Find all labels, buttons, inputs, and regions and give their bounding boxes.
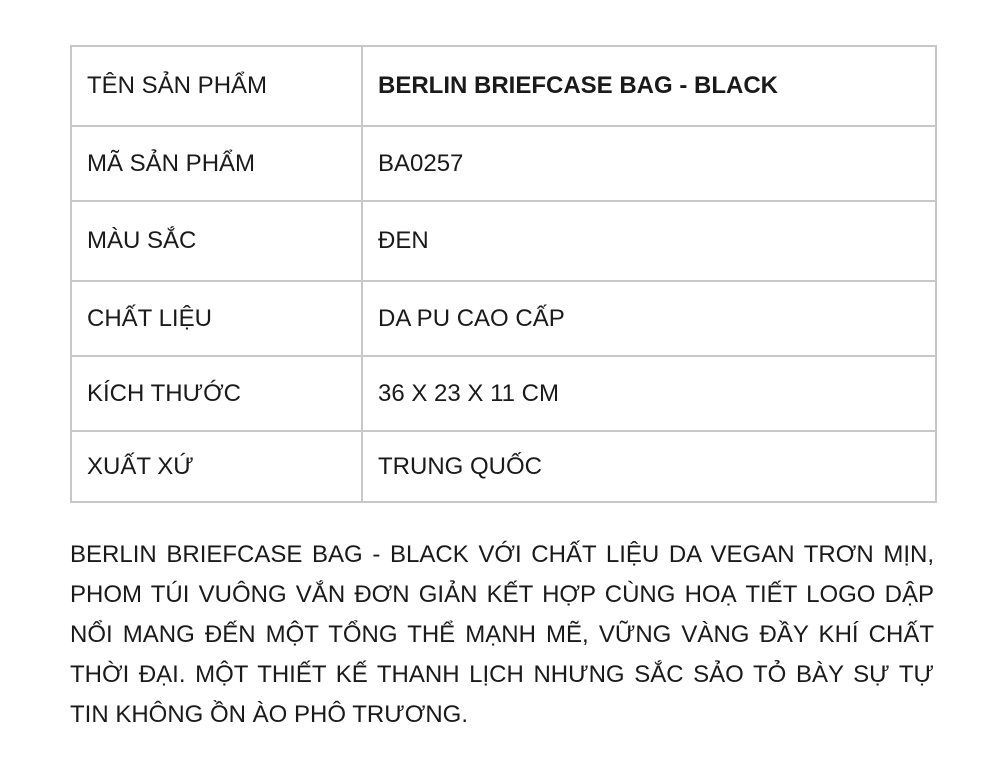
spec-value-color: ĐEN (362, 201, 936, 281)
spec-label: MÃ SẢN PHẨM (71, 126, 362, 201)
product-description: BERLIN BRIEFCASE BAG - BLACK VỚI CHẤT LIỆU DA VEGAN TRƠN MỊN, PHOM TÚI VUÔNG VẮN ĐƠN GIẢN KẾT HỢP CÙNG HOẠ TIẾT LOGO DẬP NỔI MANG ĐẾN MỘT TỔNG THỂ MẠNH MẼ, VỮNG VÀNG ĐẦY KHÍ CHẤT THỜI ĐẠI. MỘT THIẾT KẾ THANH LỊCH NHƯNG SẮC SẢO TỎ BÀY SỰ TỰ TIN KHÔNG ỒN ÀO PHÔ TRƯƠNG. (70, 541, 934, 728)
spec-row-product-name (71, 46, 936, 126)
spec-row-dimensions (71, 356, 936, 431)
spec-row-material (71, 281, 936, 356)
spec-label: CHẤT LIỆU (71, 281, 362, 356)
spec-value-product-name: BERLIN BRIEFCASE BAG - BLACK (362, 46, 936, 126)
spec-label: XUẤT XỨ (71, 431, 362, 502)
spec-label: TÊN SẢN PHẨM (71, 46, 362, 126)
spec-value-origin: TRUNG QUỐC (362, 431, 936, 502)
spec-label: KÍCH THƯỚC (71, 356, 362, 431)
spec-value-product-code: BA0257 (362, 126, 936, 201)
spec-row-origin (71, 431, 936, 502)
spec-row-color (71, 201, 936, 281)
spec-value-dimensions: 36 X 23 X 11 CM (362, 356, 936, 431)
spec-label: MÀU SẮC (71, 201, 362, 281)
spec-row-product-code (71, 126, 936, 201)
spec-value-material: DA PU CAO CẤP (362, 281, 936, 356)
product-spec-table (70, 45, 937, 503)
